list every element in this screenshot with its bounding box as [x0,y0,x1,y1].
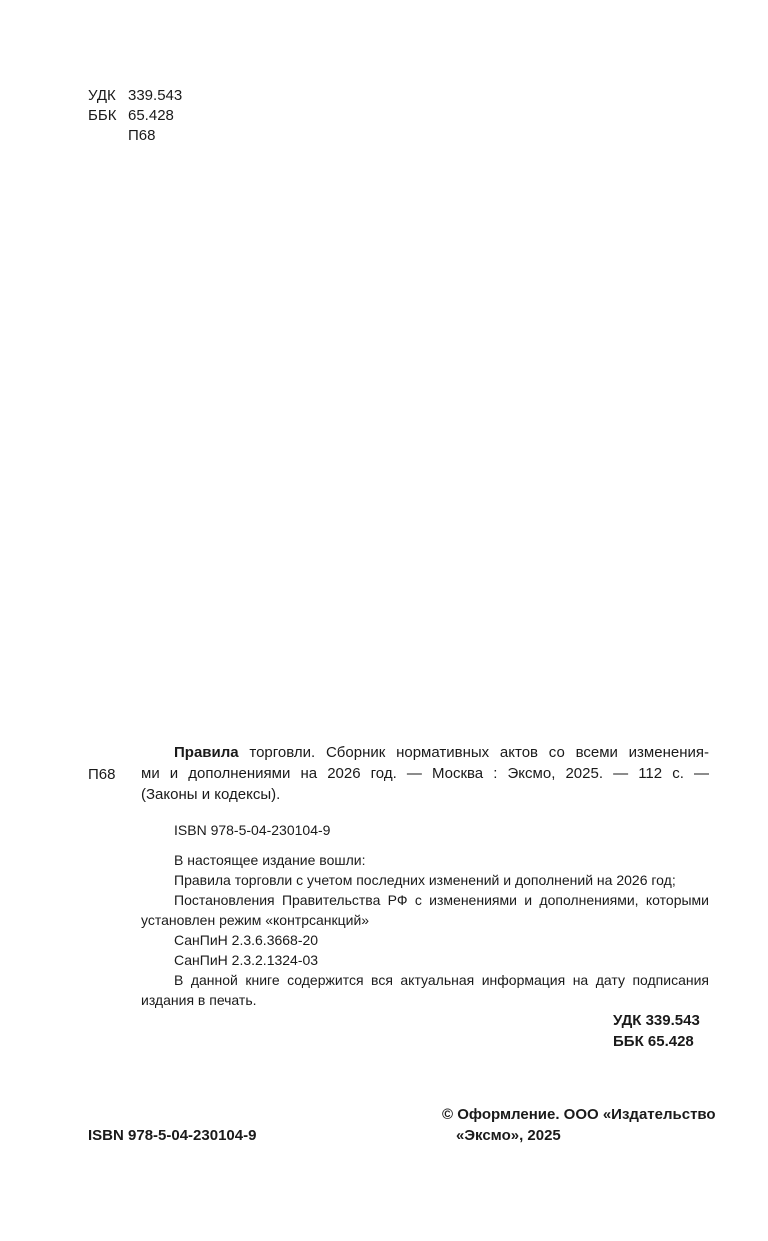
annotation-item-1: Правила торговли с учетом последних изменений и дополнений на 2026 год; [174,872,676,888]
annotation-note-line-1: В данной книге содержится вся актуальная информация на дату подписания [174,972,709,988]
udk-value: 339.543 [128,87,183,104]
isbn-description: ISBN 978-5-04-230104-9 [174,822,331,838]
annotation [141,850,709,1010]
annotation-heading: В настоящее издание вошли: [174,852,366,868]
bbk-bottom: ББК 65.428 [613,1033,694,1050]
bbk-value: 65.428 [128,107,174,124]
isbn-footer: ISBN 978-5-04-230104-9 [88,1127,257,1144]
annotation-item-2-line-2: установлен режим «контрсанкций» [141,912,370,928]
annotation-item-4: СанПиН 2.3.2.1324-03 [174,952,319,968]
bibliographic-description [141,742,709,805]
copyright-notice [442,1104,716,1146]
book-title: Правила [174,744,239,761]
bib-line-1-text: торговли. Сборник нормативных актов со всеми изменения- [249,744,709,761]
classification-bottom [613,1010,700,1052]
bib-line-3: (Законы и кодексы). [141,786,281,803]
author-mark-margin: П68 [88,766,116,783]
annotation-item-3: СанПиН 2.3.6.3668-20 [174,932,319,948]
bbk-label: ББК [88,107,117,124]
udk-label: УДК [88,87,116,104]
annotation-note-line-2: издания в печать. [141,992,257,1008]
copyright-line-1: © Оформление. ООО «Издательство [442,1106,716,1123]
author-mark-top: П68 [128,127,156,144]
udk-bottom: УДК 339.543 [613,1012,700,1029]
annotation-item-2-line-1: Постановления Правительства РФ с изменениями и дополнениями, которыми [174,892,709,908]
copyright-line-2: «Эксмо», 2025 [456,1127,561,1144]
bib-line-2: ми и дополнениями на 2026 год. — Москва : Эксмо, 2025. — 112 с. — [141,765,709,782]
bib-line-1 [141,742,709,763]
udk-top-row [88,86,182,106]
bbk-top-row [88,106,174,126]
